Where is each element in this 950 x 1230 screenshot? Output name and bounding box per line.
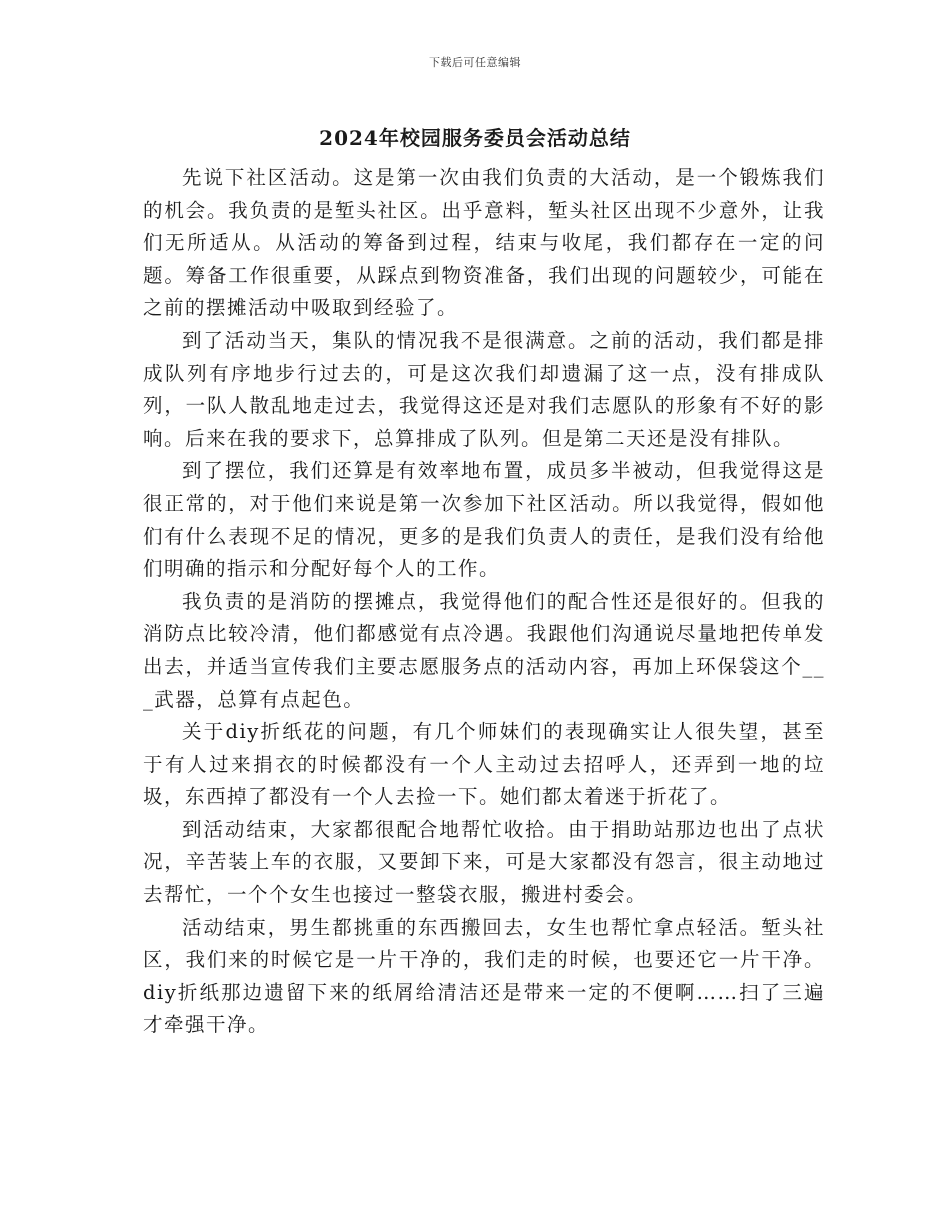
page-header-note: 下载后可任意编辑: [429, 56, 521, 69]
paragraph-3: 到了摆位，我们还算是有效率地布置，成员多半被动，但我觉得这是很正常的，对于他们来说是第一次参加下社区活动。所以我觉得，假如他们有什么表现不足的情况，更多的是我们负责人的责任，是我们没有给他们明确的指示和分配好每个人的工作。: [143, 459, 825, 581]
document-title: 2024年校园服务委员会活动总结: [319, 126, 631, 150]
paragraph-5: 关于diy折纸花的问题，有几个师妹们的表现确实让人很失望，甚至于有人过来捐衣的时候都没有一个人主动过去招呼人，还弄到一地的垃圾，东西掉了都没有一个人去捡一下。她们都太着迷于折花了。: [143, 720, 825, 809]
paragraph-1: 先说下社区活动。这是第一次由我们负责的大活动，是一个锻炼我们的机会。我负责的是堑头社区。出乎意料，堑头社区出现不少意外，让我们无所适从。从活动的筹备到过程，结束与收尾，我们都存在一定的问题。筹备工作很重要，从踩点到物资准备，我们出现的问题较少，可能在之前的摆摊活动中吸取到经验了。: [143, 166, 825, 320]
paragraph-2: 到了活动当天，集队的情况我不是很满意。之前的活动，我们都是排成队列有序地步行过去的，可是这次我们却遗漏了这一点，没有排成队列，一队人散乱地走过去，我觉得这还是对我们志愿队的形象有不好的影响。后来在我的要求下，总算排成了队列。但是第二天还是没有排队。: [143, 328, 825, 450]
paragraph-4: 我负责的是消防的摆摊点，我觉得他们的配合性还是很好的。但我的消防点比较冷清，他们都感觉有点冷遇。我跟他们沟通说尽量地把传单发出去，并适当宣传我们主要志愿服务点的活动内容，再加上环保袋这个___武器，总算有点起色。: [143, 589, 825, 711]
paragraph-7: 活动结束，男生都挑重的东西搬回去，女生也帮忙拿点轻活。堑头社区，我们来的时候它是一片干净的，我们走的时候，也要还它一片干净。diy折纸那边遗留下来的纸屑给清洁还是带来一定的不便啊……扫了三遍才牵强干净。: [143, 915, 825, 1037]
paragraph-6: 到活动结束，大家都很配合地帮忙收拾。由于捐助站那边也出了点状况，辛苦装上车的衣服，又要卸下来，可是大家都没有怨言，很主动地过去帮忙，一个个女生也接过一整袋衣服，搬进村委会。: [143, 817, 825, 907]
document-body: [143, 162, 825, 1042]
